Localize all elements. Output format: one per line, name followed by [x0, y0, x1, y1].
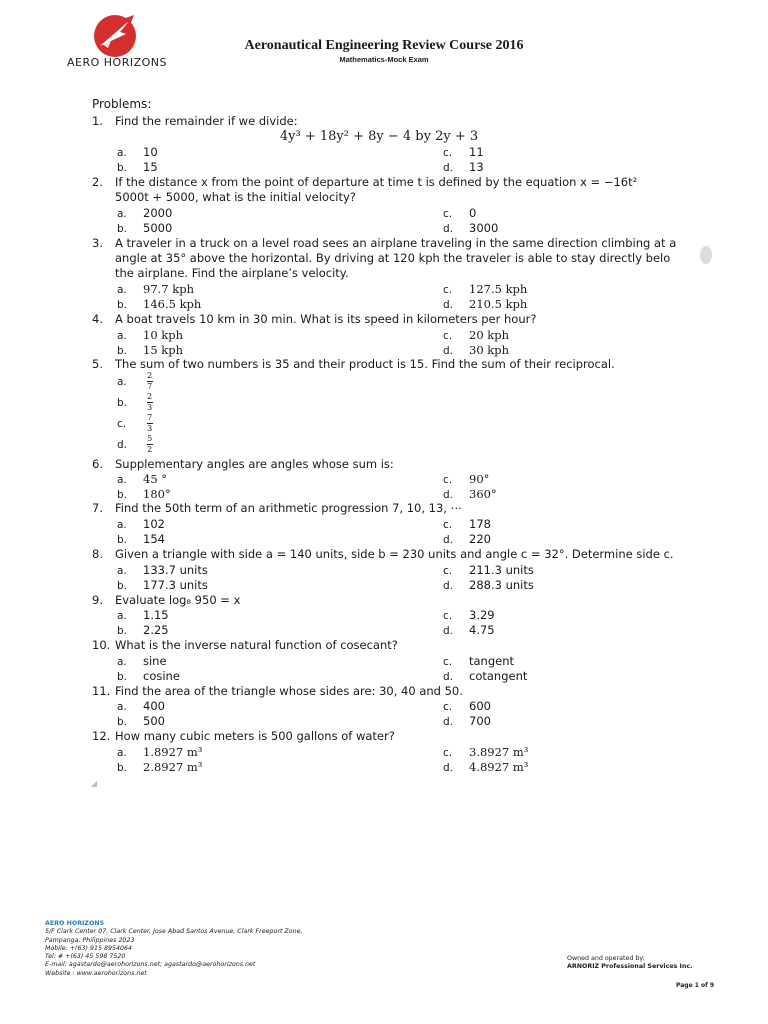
question-8: 8. Given a triangle with side a = 140 units, side b = 230 units and angle c = 32°. Determine side c. — [92, 547, 674, 561]
option-d: d. 4.75 — [443, 623, 495, 637]
question-1-equation: 4y³ + 18y² + 8y − 4 by 2y + 3 — [279, 129, 479, 144]
page-number: Page 1 of 9 — [676, 982, 714, 989]
option-a: a. 10 — [117, 145, 158, 159]
option-a: a. 1.8927 m³ — [117, 745, 203, 759]
option-c: c. $\frac{7}{3}$ — [117, 413, 153, 433]
problems-heading: Problems: — [92, 97, 152, 111]
option-c: c. 600 — [443, 699, 491, 713]
footer-brand: AERO HORIZONS — [45, 920, 105, 927]
footer-address-2: Pampanga, Philippines 2023 — [45, 936, 135, 944]
question-4: 4. A boat travels 10 km in 30 min. What is its speed in kilometers per hour? — [92, 312, 537, 326]
option-c: c. 127.5 kph — [443, 282, 528, 296]
option-b: b. 2.8927 m³ — [117, 760, 203, 774]
option-d: d. 4.8927 m³ — [443, 760, 529, 774]
option-a: a. 45 ° — [117, 472, 168, 486]
question-6: 6. Supplementary angles are angles whose sum is: — [92, 457, 394, 471]
footer-website: Website : www.aerohorizons.net — [45, 969, 147, 977]
option-a: a. 2000 — [117, 206, 173, 220]
question-10: 10. What is the inverse natural function of cosecant? — [92, 638, 398, 652]
option-b: b. cosine — [117, 669, 180, 683]
option-a: a. 102 — [117, 517, 165, 531]
option-b: b. 2.25 — [117, 623, 169, 637]
page-edge-mark — [700, 246, 712, 264]
fraction: $\frac{7}{3}$ — [147, 413, 153, 433]
question-9: 9. Evaluate log₈ 950 = x — [92, 593, 241, 607]
question-3-continued-2: the airplane. Find the airplane’s velocity. — [115, 266, 349, 280]
option-d: d. cotangent — [443, 669, 528, 683]
option-b: b. 5000 — [117, 221, 173, 235]
question-2: 2. If the distance x from the point of departure at time t is defined by the equation x = −16t² — [92, 175, 638, 189]
question-number: 1. — [92, 114, 103, 128]
owned-by-label: Owned and operated by: — [567, 955, 645, 962]
option-c: c. 3.29 — [443, 608, 495, 622]
question-3-continued: angle at 35° above the horizontal. By driving at 120 kph the traveler is able to stay directly belo — [115, 251, 671, 265]
question-1 — [92, 114, 702, 129]
option-a: a. 97.7 kph — [117, 282, 194, 296]
option-a: a. 133.7 units — [117, 563, 208, 577]
option-d: d. 210.5 kph — [443, 297, 528, 311]
question-2-continued: 5000t + 5000, what is the initial velocity? — [115, 190, 356, 204]
document-title: Aeronautical Engineering Review Course 2016 — [244, 38, 524, 53]
footer-email: E-mail: agastardo@aerohorizons.net; agastardo@aerohorizons.net — [45, 961, 256, 969]
option-d: d. 700 — [443, 714, 491, 728]
option-a: a. 10 kph — [117, 328, 184, 342]
option-a: a. sine — [117, 654, 167, 668]
option-b: b. 180° — [117, 487, 171, 501]
option-d: d. 360° — [443, 487, 497, 501]
corner-mark-icon: ◢ — [91, 779, 98, 788]
question-12: 12. How many cubic meters is 500 gallons of water? — [92, 729, 395, 743]
option-b: b. 15 kph — [117, 343, 184, 357]
option-a: a. $\frac{2}{7}$ — [117, 371, 153, 391]
option-b: b. 500 — [117, 714, 165, 728]
option-c: c. 90° — [443, 472, 490, 486]
option-b: b. 15 — [117, 160, 158, 174]
option-a: a. 400 — [117, 699, 165, 713]
question-3: 3. A traveler in a truck on a level road sees an airplane traveling in the same direction climbing at a — [92, 236, 677, 250]
option-c: c. tangent — [443, 654, 515, 668]
document-subtitle: Mathematics-Mock Exam — [339, 55, 429, 64]
option-d: d. 3000 — [443, 221, 499, 235]
option-d: d. $\frac{5}{2}$ — [117, 434, 153, 454]
option-b: b. 177.3 units — [117, 578, 208, 592]
fraction: $\frac{2}{7}$ — [147, 371, 153, 391]
question-stem: Find the remainder if we divide: — [115, 114, 298, 128]
option-d: d. 220 — [443, 532, 491, 546]
option-a: a. 1.15 — [117, 608, 169, 622]
option-b: b. $\frac{2}{3}$ — [117, 392, 153, 412]
question-7: 7. Find the 50th term of an arithmetic progression 7, 10, 13, ⋯ — [92, 501, 463, 515]
option-c: c. 0 — [443, 206, 477, 220]
fraction: $\frac{5}{2}$ — [147, 434, 153, 454]
footer-tel: Tel: # +(63) 45 598 7520 — [45, 953, 126, 961]
option-d: d. 13 — [443, 160, 484, 174]
option-c: c. 3.8927 m³ — [443, 745, 529, 759]
option-c: c. 20 kph — [443, 328, 510, 342]
fraction: $\frac{2}{3}$ — [147, 392, 153, 412]
option-c: c. 11 — [443, 145, 484, 159]
logo-text: AERO HORIZONS — [67, 56, 167, 69]
option-d: d. 288.3 units — [443, 578, 534, 592]
owner-company: ARNORIZ Professional Services Inc. — [567, 963, 693, 970]
option-c: c. 178 — [443, 517, 491, 531]
footer-contact — [45, 920, 302, 978]
option-b: b. 154 — [117, 532, 165, 546]
option-d: d. 30 kph — [443, 343, 510, 357]
question-11: 11. Find the area of the triangle whose sides are: 30, 40 and 50. — [92, 684, 463, 698]
option-c: c. 211.3 units — [443, 563, 534, 577]
footer-mobile: Mobile: +(63) 915 8954064 — [45, 944, 133, 952]
question-5: 5. The sum of two numbers is 35 and their product is 15. Find the sum of their reciprocal. — [92, 357, 615, 371]
footer-address-1: 5/F Clark Center 07, Clark Center, Jose Abad Santos Avenue, Clark Freeport Zone, — [45, 928, 303, 936]
owned-by — [567, 955, 692, 971]
option-b: b. 146.5 kph — [117, 297, 202, 311]
